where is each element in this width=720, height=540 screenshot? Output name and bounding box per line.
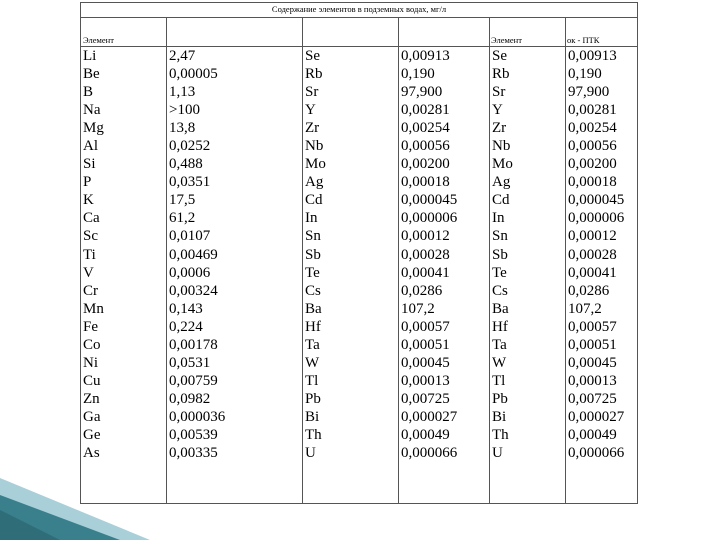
table-cell: 17,5 xyxy=(169,192,196,209)
table-cell: 0,00057 xyxy=(568,318,617,335)
table-cell: Na xyxy=(83,102,101,119)
table-cell: 0,00913 xyxy=(401,48,450,64)
column-divider xyxy=(398,17,399,503)
table-cell: 0,00281 xyxy=(568,102,617,119)
table-cell: Sr xyxy=(492,84,506,101)
table-cell: K xyxy=(83,192,94,209)
table-cell: Te xyxy=(305,264,320,281)
table-cell: Ta xyxy=(305,336,320,353)
table-cell: 13,8 xyxy=(169,120,196,137)
table-cell: Ga xyxy=(83,408,101,425)
table-cell: Ta xyxy=(492,336,507,353)
table-cell: 0,00254 xyxy=(401,120,450,137)
header-divider xyxy=(81,46,637,47)
table-cell: Ti xyxy=(83,246,96,263)
column-element xyxy=(83,47,104,462)
table-cell: 0,00051 xyxy=(568,336,617,353)
table-cell: Se xyxy=(492,48,507,64)
table-cell: 0,00012 xyxy=(568,228,617,245)
table-cell: Al xyxy=(83,138,98,155)
table-cell: Ni xyxy=(83,354,98,371)
table-cell: 0,00049 xyxy=(568,426,617,443)
table-cell: Mo xyxy=(305,156,326,173)
table-cell: 0,00041 xyxy=(401,264,450,281)
table-cell: 0,00005 xyxy=(169,66,218,83)
table-cell: P xyxy=(83,174,92,191)
table-cell: Fe xyxy=(83,318,98,335)
table-cell: 0,00041 xyxy=(568,264,617,281)
table-cell: 0,000006 xyxy=(401,210,458,227)
column-divider xyxy=(166,17,167,503)
table-cell: 61,2 xyxy=(169,210,196,227)
table-cell: Mo xyxy=(492,156,513,173)
table-cell: U xyxy=(305,445,316,462)
table-cell: 97,900 xyxy=(568,84,610,101)
table-cell: Ba xyxy=(492,300,509,317)
table-cell: Bi xyxy=(492,408,507,425)
table-cell: Li xyxy=(83,48,97,64)
table-cell: 0,00012 xyxy=(401,228,450,245)
table-cell: 0,000045 xyxy=(401,192,458,209)
table-cell: 0,0286 xyxy=(568,282,610,299)
column-ptk-value xyxy=(568,47,624,462)
table-cell: 0,000036 xyxy=(169,408,226,425)
table-cell: 0,00200 xyxy=(401,156,450,173)
table-cell: Te xyxy=(492,264,507,281)
table-cell: Ge xyxy=(83,426,101,443)
table-cell: Mg xyxy=(83,120,104,137)
table-cell: 0,0982 xyxy=(169,390,211,407)
table-cell: 0,00725 xyxy=(568,390,617,407)
table-cell: 0,00045 xyxy=(401,354,450,371)
table-cell: 0,00028 xyxy=(568,246,617,263)
table-cell: Rb xyxy=(305,66,323,83)
table-cell: 107,2 xyxy=(568,300,602,317)
table-cell: Cr xyxy=(83,282,98,299)
table-cell: Se xyxy=(305,48,320,64)
table-cell: Sc xyxy=(83,228,98,245)
table-cell: 2,47 xyxy=(169,48,196,64)
table-cell: 0,0531 xyxy=(169,354,211,371)
table-cell: W xyxy=(305,354,320,371)
table-cell: Sr xyxy=(305,84,319,101)
table-cell: 0,00725 xyxy=(401,390,450,407)
table-cell: B xyxy=(83,84,94,101)
table-cell: >100 xyxy=(169,102,200,119)
table-cell: 0,00324 xyxy=(169,282,218,299)
table-cell: 97,900 xyxy=(401,84,443,101)
table-cell: 0,224 xyxy=(169,318,203,335)
column-divider xyxy=(489,17,490,503)
column-element-c xyxy=(492,47,513,462)
table-cell: 0,000027 xyxy=(568,408,625,425)
table-cell: Mn xyxy=(83,300,104,317)
table-cell: 0,0286 xyxy=(401,282,443,299)
table-cell: Tl xyxy=(492,372,506,389)
table-cell: Tl xyxy=(305,372,319,389)
elements-table xyxy=(80,2,638,504)
table-cell: Rb xyxy=(492,66,510,83)
header-ptk: ок - ПТК xyxy=(567,35,600,45)
table-cell: 0,00913 xyxy=(568,48,617,64)
table-cell: Sb xyxy=(305,246,321,263)
table-cell: Ag xyxy=(305,174,324,191)
table-cell: Sn xyxy=(492,228,508,245)
table-cell: 0,00018 xyxy=(568,174,617,191)
table-cell: In xyxy=(492,210,505,227)
table-cell: 0,00200 xyxy=(568,156,617,173)
table-cell: Sn xyxy=(305,228,321,245)
table-cell: 0,0252 xyxy=(169,138,211,155)
table-cell: 0,000006 xyxy=(568,210,625,227)
table-cell: Cu xyxy=(83,372,101,389)
table-cell: 0,143 xyxy=(169,300,203,317)
table-cell: 107,2 xyxy=(401,300,435,317)
table-cell: W xyxy=(492,354,507,371)
table-cell: Th xyxy=(305,426,322,443)
table-cell: Si xyxy=(83,156,96,173)
table-cell: Cs xyxy=(492,282,508,299)
table-cell: Pb xyxy=(492,390,508,407)
table-cell: V xyxy=(83,264,94,281)
table-cell: 0,00057 xyxy=(401,318,450,335)
table-cell: 0,00045 xyxy=(568,354,617,371)
table-cell: 0,000027 xyxy=(401,408,458,425)
table-cell: 0,000045 xyxy=(568,192,625,209)
table-cell: Y xyxy=(305,102,316,119)
table-cell: Th xyxy=(492,426,509,443)
column-concentration xyxy=(169,47,225,462)
table-cell: 0,00049 xyxy=(401,426,450,443)
table-cell: 0,000066 xyxy=(568,445,625,462)
table-cell: Zn xyxy=(83,390,100,407)
table-cell: Y xyxy=(492,102,503,119)
table-cell: 0,00028 xyxy=(401,246,450,263)
table-cell: 0,0107 xyxy=(169,228,211,245)
table-cell: 0,00056 xyxy=(568,138,617,155)
table-cell: 0,00013 xyxy=(568,372,617,389)
table-cell: U xyxy=(492,445,503,462)
table-cell: 0,00469 xyxy=(169,246,218,263)
table-cell: 0,00051 xyxy=(401,336,450,353)
table-cell: 0,190 xyxy=(401,66,435,83)
table-cell: Nb xyxy=(305,138,324,155)
table-cell: 1,13 xyxy=(169,84,196,101)
header-element: Элемент xyxy=(83,35,114,45)
table-cell: 0,00178 xyxy=(169,336,218,353)
table-cell: Nb xyxy=(492,138,511,155)
table-cell: 0,190 xyxy=(568,66,602,83)
table-cell: 0,00254 xyxy=(568,120,617,137)
table-cell: 0,488 xyxy=(169,156,203,173)
table-cell: Hf xyxy=(305,318,321,335)
table-cell: Bi xyxy=(305,408,320,425)
table-cell: Ca xyxy=(83,210,100,227)
table-cell: As xyxy=(83,445,100,462)
table-cell: Ag xyxy=(492,174,511,191)
table-cell: 0,000066 xyxy=(401,445,458,462)
table-cell: Cd xyxy=(305,192,323,209)
table-cell: 0,00539 xyxy=(169,426,218,443)
table-cell: In xyxy=(305,210,318,227)
table-cell: Ba xyxy=(305,300,322,317)
table-cell: 0,0006 xyxy=(169,264,211,281)
column-element-b xyxy=(305,47,326,462)
table-cell: Cd xyxy=(492,192,510,209)
table-cell: 0,0351 xyxy=(169,174,211,191)
table-cell: Pb xyxy=(305,390,321,407)
table-cell: 0,00281 xyxy=(401,102,450,119)
column-concentration-b xyxy=(401,47,457,462)
table-cell: Zr xyxy=(305,120,320,137)
table-cell: 0,00056 xyxy=(401,138,450,155)
table-cell: Hf xyxy=(492,318,508,335)
column-divider xyxy=(302,17,303,503)
table-cell: Zr xyxy=(492,120,507,137)
table-cell: 0,00013 xyxy=(401,372,450,389)
table-cell: Sb xyxy=(492,246,508,263)
table-cell: 0,00759 xyxy=(169,372,218,389)
table-cell: 0,00018 xyxy=(401,174,450,191)
column-divider xyxy=(565,17,566,503)
table-cell: Cs xyxy=(305,282,321,299)
table-cell: Be xyxy=(83,66,100,83)
table-cell: Co xyxy=(83,336,101,353)
table-cell: 0,00335 xyxy=(169,445,218,462)
header-element-2: Элемент xyxy=(491,35,522,45)
table-title: Содержание элементов в подземных водах, мг/л xyxy=(81,3,637,18)
